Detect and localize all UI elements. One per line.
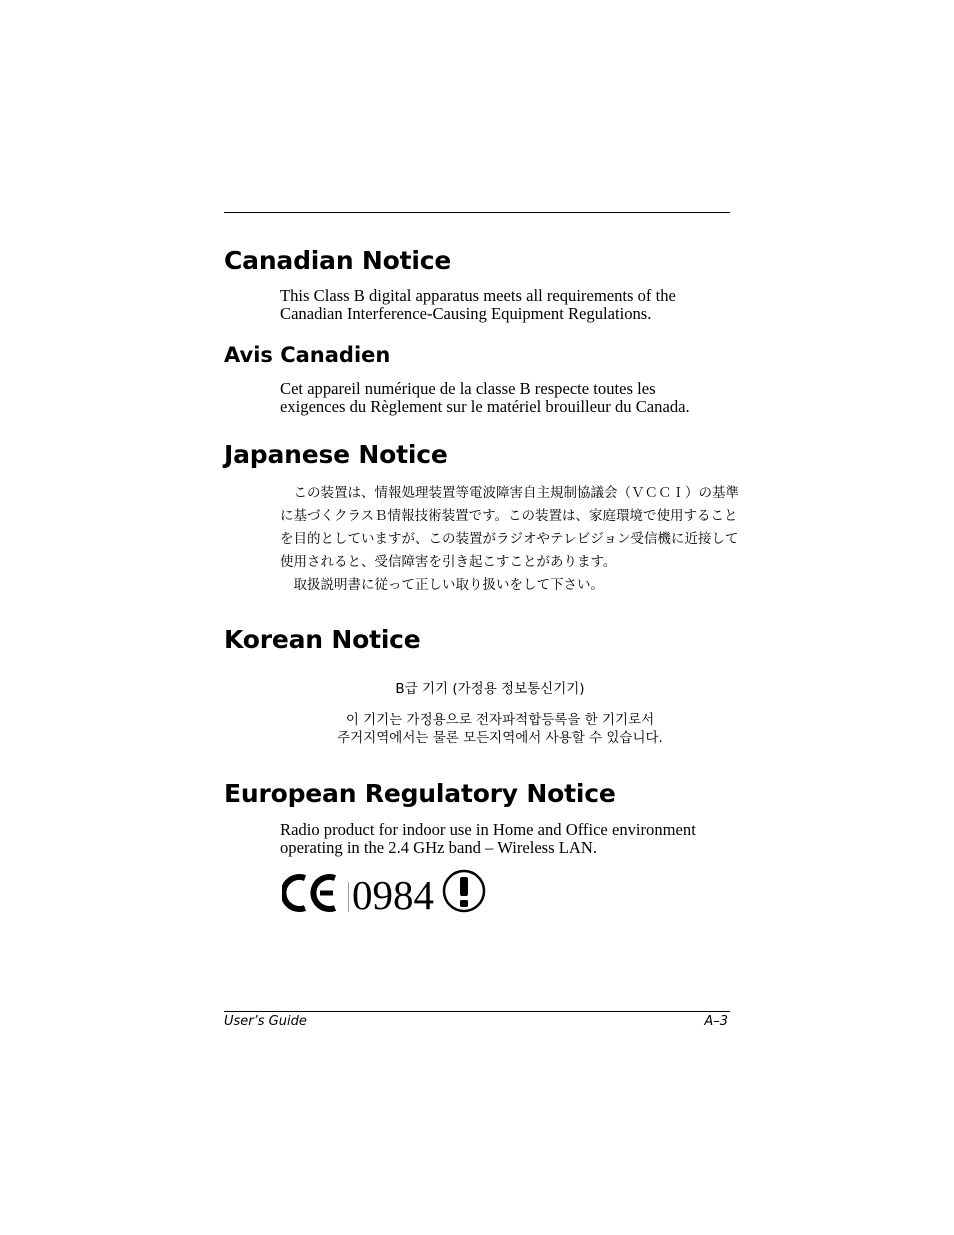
european-notice-heading: European Regulatory Notice	[224, 779, 616, 808]
text-line: 주거지역에서는 물론 모든지역에서 사용할 수 있습니다.	[337, 730, 663, 746]
text-line: に基づくクラスＢ情報技術装置です。この装置は、家庭環境で使用すること	[280, 508, 738, 524]
text-line: operating in the 2.4 GHz band – Wireless LAN.	[280, 838, 597, 857]
text-line: この装置は、情報処理装置等電波障害自主規制協議会（ＶＣＣＩ）の基準	[280, 485, 739, 501]
japanese-notice-text	[280, 482, 739, 597]
japanese-notice-heading: Japanese Notice	[224, 440, 448, 469]
alert-exclamation-icon	[441, 868, 487, 914]
text-line: Cet appareil numérique de la classe B respecte toutes les	[280, 379, 656, 398]
korean-notice-heading: Korean Notice	[224, 625, 421, 654]
text-line: Canadian Interference-Causing Equipment Regulations.	[280, 304, 652, 323]
korean-notice-text	[290, 711, 710, 747]
mark-separator	[348, 882, 349, 912]
text-line: exigences du Règlement sur le matériel brouilleur du Canada.	[280, 397, 690, 416]
european-notice-text	[280, 821, 696, 857]
footer-rule	[224, 1011, 730, 1012]
text-line: 이 기기는 가정용으로 전자파적합등록을 한 기기로서	[345, 712, 655, 728]
text-line: Radio product for indoor use in Home and Office environment	[280, 820, 696, 839]
avis-canadien-heading: Avis Canadien	[224, 343, 391, 367]
notified-body-number: 0984	[352, 872, 434, 918]
text-line: 使用されると、受信障害を引き起こすことがあります。	[280, 554, 617, 570]
text-line: This Class B digital apparatus meets all requirements of the	[280, 286, 676, 305]
ce-mark-icon	[282, 872, 342, 914]
footer-guide-title: User’s Guide	[224, 1014, 307, 1029]
korean-class-label: B급 기기 (가정용 정보통신기기)	[395, 681, 585, 697]
footer-page-number: A–3	[704, 1014, 728, 1029]
avis-canadien-text	[280, 380, 690, 416]
canadian-notice-text	[280, 287, 676, 323]
text-line: 取扱説明書に従って正しい取り扱いをして下さい。	[280, 577, 604, 593]
text-line: を目的としていますが、この装置がラジオやテレビジョン受信機に近接して	[280, 531, 739, 547]
canadian-notice-heading: Canadian Notice	[224, 246, 452, 275]
header-rule	[224, 212, 730, 213]
